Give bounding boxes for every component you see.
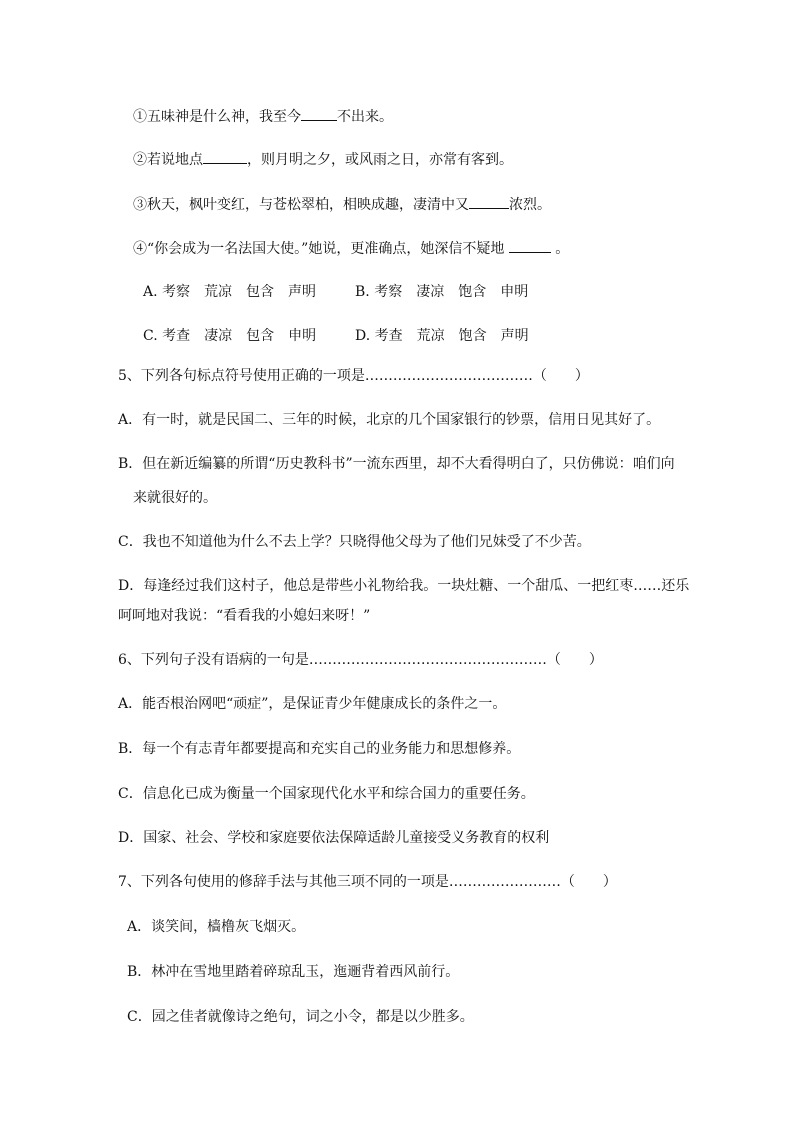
q4-option-b: B. 考察 凄凉 饱含 申明: [355, 284, 529, 300]
q5-option-d-continued: 呵呵地对我说：“看看我的小媳妇来呀！”: [118, 608, 371, 624]
q5-option-c: C．我也不知道他为什么不去上学？只晓得他父母为了他们兄妹受了不少苦。: [118, 534, 591, 550]
fill-item-3: [133, 194, 551, 215]
fill-item-4: [133, 238, 569, 259]
q6-option-a: A．能否根治网吧“顽症”，是保证青少年健康成长的条件之一。: [118, 696, 507, 712]
fill-item-2-after: ，则月明之夕，或风雨之日，亦常有客到。: [247, 152, 513, 168]
q4-options-row-2: [143, 326, 529, 346]
blank-line: [509, 238, 551, 253]
fill-item-1: [133, 106, 393, 127]
q4-options-row-1: [143, 282, 528, 302]
blank-line: [301, 106, 337, 121]
fill-item-2: [133, 149, 513, 170]
q7-option-b: B．林冲在雪地里踏着碎琼乱玉，迤逦背着西风前行。: [127, 964, 460, 980]
blank-line: [469, 194, 509, 209]
q6-option-b: B．每一个有志青年都要提高和充实自己的业务能力和思想修养。: [118, 741, 521, 757]
fill-item-2-before: ②若说地点: [133, 152, 203, 168]
q5-stem: 5、下列各句标点符号使用正确的一项是………………………………（ ）: [118, 368, 589, 384]
q7-option-c: C．园之佳者就像诗之绝句，词之小令，都是以少胜多。: [127, 1009, 474, 1025]
q4-option-a: A. 考察 荒凉 包含 声明: [143, 284, 317, 300]
q4-option-c: C. 考查 凄凉 包含 申明: [143, 328, 317, 344]
fill-item-1-before: ①五味神是什么神，我至今: [133, 109, 301, 125]
q7-option-a: A．谈笑间，樯橹灰飞烟灭。: [127, 919, 306, 935]
q6-option-d: D．国家、社会、学校和家庭要依法保障适龄儿童接受义务教育的权利: [118, 830, 550, 846]
fill-item-1-after: 不出来。: [337, 109, 393, 125]
fill-item-4-before: ④“你会成为一名法国大使。”她说，更准确点，她深信不疑地: [133, 241, 509, 257]
fill-item-3-after: 浓烈。: [509, 197, 551, 213]
q7-stem: 7、下列各句使用的修辞手法与其他三项不同的一项是……………………（ ）: [118, 874, 617, 890]
q5-option-b-continued: 来就很好的。: [133, 490, 217, 506]
q6-stem: 6、下列句子没有语病的一句是……………………………………………（ ）: [118, 652, 603, 668]
fill-item-3-before: ③秋天，枫叶变红，与苍松翠柏，相映成趣，凄清中又: [133, 197, 469, 213]
q5-option-d: D．每逢经过我们这村子，他总是带些小礼物给我。一块灶糖、一个甜瓜、一把红枣……还乐: [118, 578, 690, 594]
fill-item-4-after: 。: [550, 241, 570, 257]
q6-option-c: C．信息化已成为衡量一个国家现代化水平和综合国力的重要任务。: [118, 786, 535, 802]
q4-option-d: D. 考查 荒凉 饱含 声明: [355, 328, 529, 344]
q5-option-b: B．但在新近编纂的所谓“历史教科书”一流东西里，却不大看得明白了，只仿佛说：咱们向: [118, 456, 675, 472]
q5-option-a: A．有一时，就是民国二、三年的时候，北京的几个国家银行的钞票，信用日见其好了。: [118, 412, 661, 428]
blank-line: [203, 149, 247, 164]
